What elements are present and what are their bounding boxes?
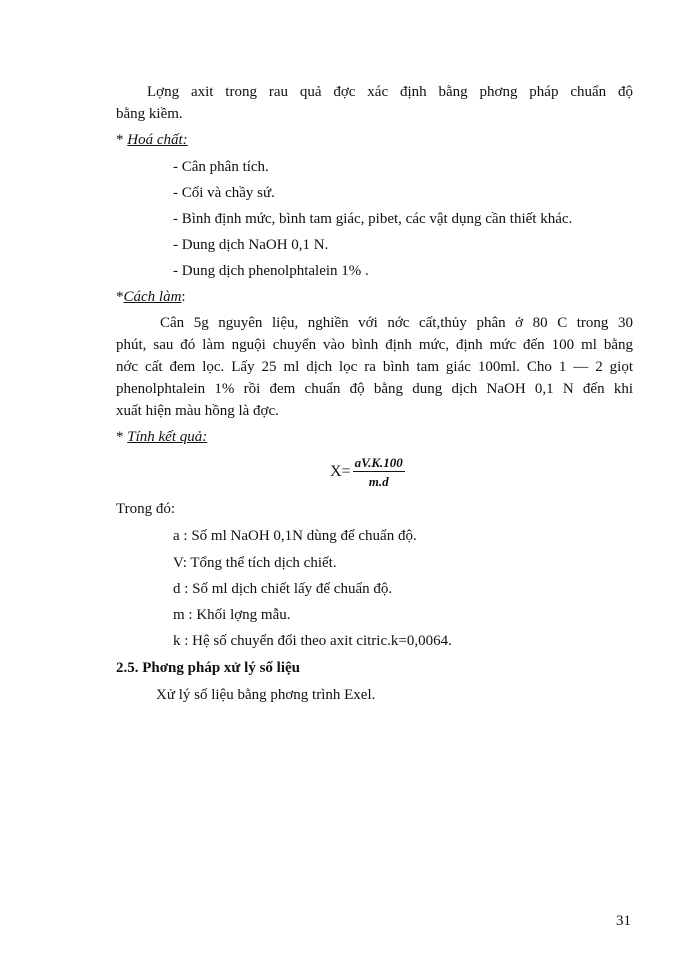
- where-item: m : Khối lợng mẫu.: [173, 607, 291, 623]
- method-heading: Cách làm: [123, 289, 182, 305]
- chemicals-bullet: *: [116, 132, 124, 148]
- method-line: phenolphtalein 1% rồi đem chuẩn độ bằng dung dịch NaOH 0,1 N đến khi: [116, 381, 633, 397]
- method-line: phút, sau đó làm nguội chuyển vào bình định mức, định mức đến 100 ml bằng: [116, 337, 633, 353]
- method-line: Cân 5g nguyên liệu, nghiền với nớc cất,thủy phân ở 80 C trong 30: [160, 315, 633, 331]
- method-line: xuất hiện màu hồng là đợc.: [116, 403, 279, 419]
- chemical-item: - Cối và chầy sứ.: [173, 185, 275, 201]
- page-number: 31: [616, 913, 631, 929]
- where-item: k : Hệ số chuyển đổi theo axit citric.k=0,0064.: [173, 633, 452, 649]
- chemical-item: - Dung dịch NaOH 0,1 N.: [173, 237, 329, 253]
- where-item: V: Tổng thể tích dịch chiết.: [173, 555, 337, 571]
- where-label: Trong đó:: [116, 501, 176, 517]
- result-bullet: *: [116, 429, 124, 445]
- chemical-item: - Cân phân tích.: [173, 159, 269, 175]
- result-heading-row: [116, 428, 207, 446]
- where-item: a : Số ml NaOH 0,1N dùng để chuẩn độ.: [173, 528, 417, 544]
- formula-fraction: [353, 455, 405, 489]
- formula-numerator: aV.K.100: [354, 455, 403, 470]
- chemical-item: - Dung dịch phenolphtalein 1% .: [173, 263, 369, 279]
- section-text: Xử lý số liệu bằng phơng trình Exel.: [156, 687, 376, 703]
- chemicals-heading: Hoá chất:: [127, 132, 188, 148]
- method-heading-row: [116, 288, 186, 306]
- formula: [330, 452, 405, 492]
- result-heading: Tính kết quả:: [127, 429, 208, 445]
- formula-lhs: X=: [330, 463, 351, 480]
- intro-line-2: bằng kiềm.: [116, 106, 183, 122]
- intro-line-1: Lợng axit trong rau quả đợc xác định bằng phơng pháp chuẩn độ: [147, 84, 633, 100]
- method-line: nớc cất đem lọc. Lấy 25 ml dịch lọc ra bình tam giác 100ml. Cho 1 — 2 giọt: [116, 359, 633, 375]
- chemicals-heading-row: [116, 131, 188, 149]
- section-heading: 2.5. Phơng pháp xử lý số liệu: [116, 660, 301, 676]
- method-heading-colon: :: [181, 289, 186, 305]
- formula-denominator: m.d: [368, 474, 389, 489]
- method-bullet: *: [116, 289, 124, 305]
- where-item: d : Số ml dịch chiết lấy để chuẩn độ.: [173, 581, 393, 597]
- chemical-item: - Bình định mức, bình tam giác, pibet, các vật dụng cần thiết khác.: [173, 211, 573, 227]
